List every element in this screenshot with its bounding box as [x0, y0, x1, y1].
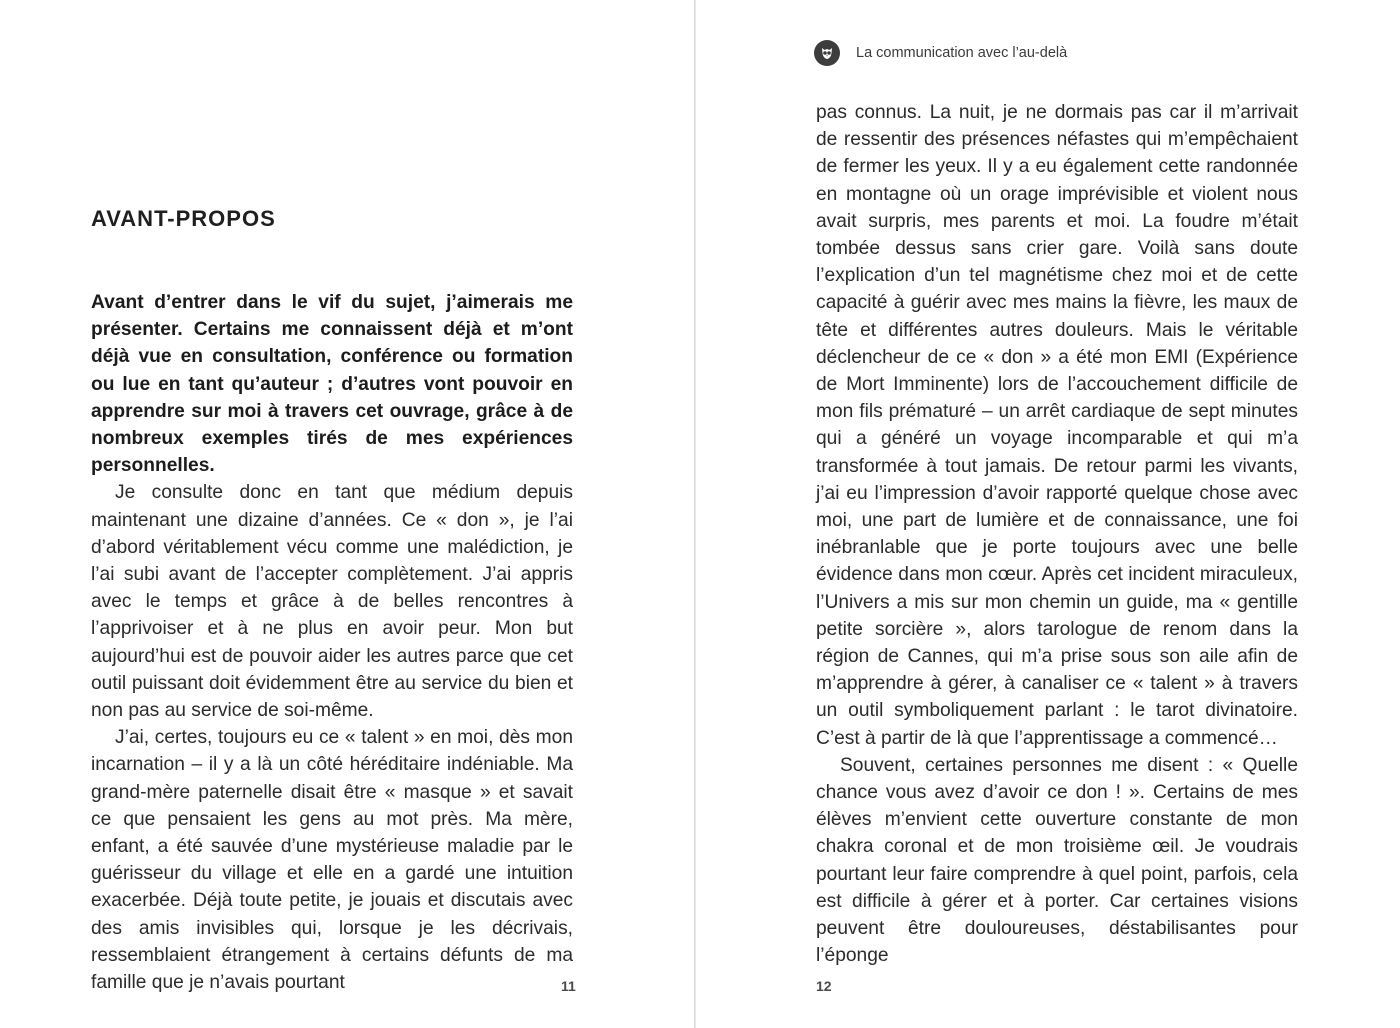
intro-paragraph: Avant d’entrer dans le vif du sujet, j’aimerais me présenter. Certains me connaissent déjà et m’ont déjà vue en consultation, conférence ou formation ou lue en tant qu’auteur ; d’autres vont pouvoir en apprendre sur moi à travers cet ouvrage, grâce à de nombreux exemples tirés de mes expériences personnelles.	[91, 292, 573, 477]
owl-icon	[814, 40, 840, 66]
body-paragraph: Souvent, certaines personnes me disent : « Quelle chance vous avez d’avoir ce don ! ». Certains de mes élèves m’envient cette ouverture constante de mon chakra coronal et de mon troisième œil. Je voudrais pourtant leur faire comprendre à quel point, parfois, cela est difficile à gérer et à porter. Car certaines visions peuvent être douloureuses, déstabilisantes pour l’éponge	[816, 754, 1298, 967]
chapter-title: AVANT-PROPOS	[91, 206, 276, 231]
left-body-text	[91, 289, 573, 996]
running-header	[814, 38, 1067, 68]
body-paragraph: pas connus. La nuit, je ne dormais pas car il m’arrivait de ressentir des présences néfastes qui m’empêchaient de fermer les yeux. Il y a eu également cette randonnée en montagne où un orage imprévisible et violent nous avait surpris, mes parents et moi. La foudre m’était tombée dessus sans crier gare. Voilà sans doute l’explication d’un tel magnétisme chez moi et de cette capacité à guérir avec mes mains la fièvre, les maux de tête et différentes autres douleurs. Mais le véritable déclencheur de ce « don » a été mon EMI (Expérience de Mort Imminente) lors de l’accouchement difficile de mon fils prématuré – un arrêt cardiaque de sept minutes qui a généré un voyage incomparable et qui m’a transformée à tout jamais. De retour parmi les vivants, j’ai eu l’impression d’avoir rapporté quelque chose avec moi, une part de lumière et de connaissance, une foi inébranlable que je porte toujours avec une belle évidence dans mon cœur. Après cet incident miraculeux, l’Univers a mis sur mon chemin un guide, ma « gentille petite sorcière », alors tarologue de renom dans la région de Cannes, qui m’a prise sous son aile afin de m’apprendre à gérer, à canaliser ce « talent » à travers un outil symboliquement parlant : le tarot divinatoire. C’est à partir de là que l’apprentissage a commencé…	[816, 102, 1298, 749]
body-paragraph: J’ai, certes, toujours eu ce « talent » en moi, dès mon incarnation – il y a là un côté héréditaire indéniable. Ma grand-mère paternelle disait être « masque » et savait ce que pensaient les gens au mot près. Ma mère, enfant, a été sauvée d’une mystérieuse maladie par le guérisseur du village et elle en a gardé une intuition exacerbée. Déjà toute petite, je jouais et discutais avec des amis invisibles qui, lorsque je les décrivais, ressemblaient étrangement à certains défunts de ma famille que je n’avais pourtant	[91, 727, 573, 994]
page-number: 11	[561, 978, 576, 994]
running-header-title: La communication avec l’au-delà	[856, 45, 1068, 61]
right-page	[696, 0, 1400, 1028]
page-number: 12	[816, 978, 832, 994]
body-paragraph: Je consulte donc en tant que médium depuis maintenant une dizaine d’années. Ce « don », je l’ai d’abord véritablement vécu comme une malédiction, je l’ai subi avant de l’accepter complètement. J’ai appris avec le temps et grâce à de belles rencontres à l’apprivoiser et à ne plus en avoir peur. Mon but aujourd’hui est de pouvoir aider les autres parce que cet outil puissant doit évidemment être au service du bien et non pas au service de soi-même.	[91, 482, 573, 722]
left-page	[0, 0, 694, 1028]
right-body-text	[816, 99, 1298, 970]
